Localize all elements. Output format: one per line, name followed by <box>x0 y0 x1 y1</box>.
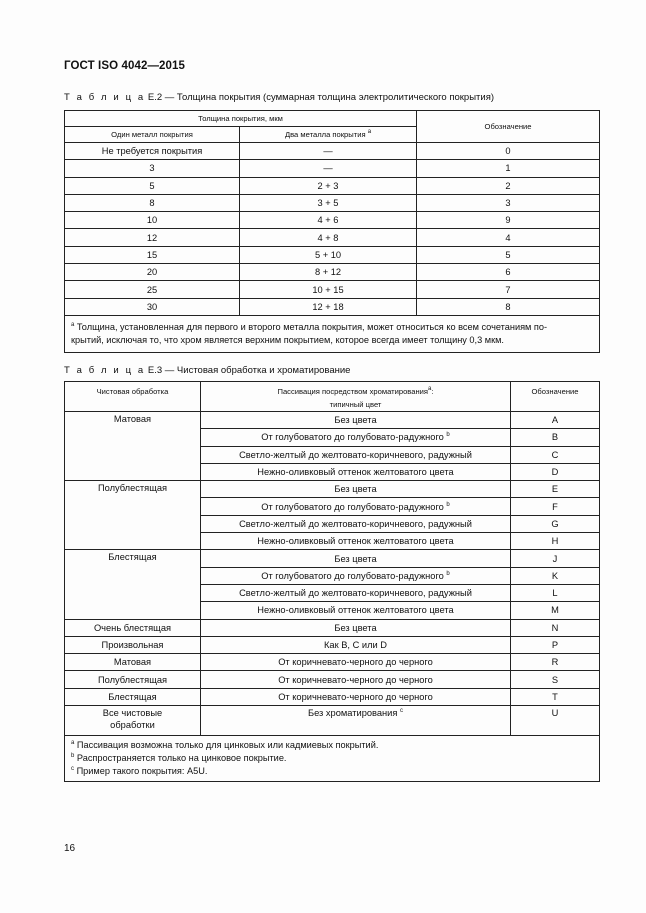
table-cell-color <box>201 533 511 550</box>
table-cell-single: 30 <box>65 298 240 315</box>
table-cell-finish <box>65 706 201 736</box>
table-cell-code: J <box>511 550 600 567</box>
table-cell-single: 25 <box>65 281 240 298</box>
table-cell-finish: Полублестящая <box>65 671 201 688</box>
table-cell-color <box>201 463 511 480</box>
table-cell-code: D <box>511 463 600 480</box>
table-cell-code: 0 <box>417 143 600 160</box>
table-row <box>65 212 600 229</box>
table-cell-double: 4 + 8 <box>240 229 417 246</box>
table-cell-finish: Матовая <box>65 412 201 481</box>
footnote-line <box>71 765 594 778</box>
table-row <box>65 177 600 194</box>
color-text: Без цвета <box>334 415 377 426</box>
table-row <box>65 671 600 688</box>
table-cell-code: U <box>511 706 600 736</box>
table-cell-finish: Блестящая <box>65 550 201 619</box>
table-cell-double: 10 + 15 <box>240 281 417 298</box>
table-cell-code: E <box>511 481 600 498</box>
color-text: От голубоватого до голубовато-радужного <box>261 570 444 581</box>
column-header-single: Один металл покрытия <box>65 127 240 143</box>
footnote-mark: а <box>71 321 75 328</box>
header-text: Пассивация посредством хроматирования <box>277 387 429 396</box>
column-header-code: Обозначение <box>417 111 600 143</box>
footnote-line <box>71 739 594 752</box>
table-cell-color <box>201 498 511 515</box>
table-cell-single: 8 <box>65 194 240 211</box>
table-row <box>65 412 600 429</box>
header-text: Два металла покрытия <box>284 130 366 139</box>
table-cell-code: 5 <box>417 246 600 263</box>
footnote-mark: b <box>446 570 450 577</box>
table-cell-code: L <box>511 584 600 601</box>
table-row <box>65 229 600 246</box>
color-text: Светло-желтый до желтовато-коричневого, радужный <box>239 518 472 529</box>
footnote-mark: b <box>446 501 450 508</box>
table-cell-code: 9 <box>417 212 600 229</box>
table-row <box>65 264 600 281</box>
table-cell-color <box>201 429 511 446</box>
table-row <box>65 298 600 315</box>
table-cell-color <box>201 515 511 532</box>
table-cell-code: 7 <box>417 281 600 298</box>
header-subtext: типичный цвет <box>329 400 382 409</box>
table-cell-double: 8 + 12 <box>240 264 417 281</box>
table-cell-single: 10 <box>65 212 240 229</box>
table-cell-color <box>201 706 511 736</box>
table-cell-code: B <box>511 429 600 446</box>
table-cell-code: 4 <box>417 229 600 246</box>
color-text: Нежно-оливковый оттенок желтоватого цвета <box>257 605 454 616</box>
table-cell-color: Без цвета <box>201 619 511 636</box>
table-row <box>65 246 600 263</box>
document-header: ГОСТ ISO 4042—2015 <box>64 60 186 72</box>
color-text: Нежно-оливковый оттенок желтоватого цвета <box>257 536 454 547</box>
table-cell-finish: Блестящая <box>65 688 201 705</box>
table-cell-code: 1 <box>417 160 600 177</box>
table-cell-color: Как B, C или D <box>201 636 511 653</box>
table-row <box>65 160 600 177</box>
color-text: Без цвета <box>334 484 377 495</box>
table-e2-caption <box>64 92 494 103</box>
table-cell-color: От коричневато-черного до черного <box>201 654 511 671</box>
footnote-text-line1: Толщина, установленная для первого и второго металла покрытия, может относиться ко всем сочетаниям по- <box>76 321 548 332</box>
table-cell-code: F <box>511 498 600 515</box>
table-cell-code: C <box>511 446 600 463</box>
table-e2 <box>64 110 600 353</box>
color-text: От голубоватого до голубовато-радужного <box>261 501 444 512</box>
table-row <box>65 194 600 211</box>
table-row <box>65 688 600 705</box>
table-cell-color: От коричневато-черного до черного <box>201 688 511 705</box>
finish-line1: Все чистовые <box>102 708 163 719</box>
footnote-text: Распространяется только на цинковое покрытие. <box>76 752 287 763</box>
table-cell-code: 2 <box>417 177 600 194</box>
table-cell-single: 3 <box>65 160 240 177</box>
table-cell-finish: Матовая <box>65 654 201 671</box>
footnote-text: Пример такого покрытия: А5U. <box>76 765 208 776</box>
color-text: Без цвета <box>334 553 377 564</box>
column-header-passivation: Пассивация посредством хроматирования$^а$: типичный цвет <box>201 382 511 412</box>
table-cell-double: 12 + 18 <box>240 298 417 315</box>
table-cell-single: 15 <box>65 246 240 263</box>
table-cell-double: — <box>240 160 417 177</box>
table-cell-code: P <box>511 636 600 653</box>
table-cell-color <box>201 481 511 498</box>
table-cell-finish: Очень блестящая <box>65 619 201 636</box>
finish-line2: обработки <box>110 719 155 730</box>
footnote-mark: c <box>71 765 74 772</box>
table-cell-color: От коричневато-черного до черного <box>201 671 511 688</box>
page-number: 16 <box>64 843 76 854</box>
color-text: Светло-желтый до желтовато-коричневого, радужный <box>239 449 472 460</box>
caption-prefix: Т а б л и ц а <box>64 365 146 376</box>
table-row <box>65 550 600 567</box>
footnote-mark: c <box>400 708 403 715</box>
table-cell-code: 6 <box>417 264 600 281</box>
table-row <box>65 481 600 498</box>
table-cell-code: 3 <box>417 194 600 211</box>
table-cell-double: 3 + 5 <box>240 194 417 211</box>
column-header-finish: Чистовая обработка <box>65 382 201 412</box>
table-cell-double: 5 + 10 <box>240 246 417 263</box>
table-row <box>65 281 600 298</box>
table-cell-finish: Произвольная <box>65 636 201 653</box>
table-e3-caption <box>64 365 350 376</box>
table-cell-color <box>201 584 511 601</box>
table-cell-code: K <box>511 567 600 584</box>
footnote-mark: b <box>71 752 75 759</box>
footnote-mark: a <box>71 740 75 747</box>
color-text: От голубоватого до голубовато-радужного <box>261 432 444 443</box>
footnote-text-line2: крытий, исключая то, что хром является верхним покрытием, которое всегда имеет толщину 0,3 мкм. <box>71 335 504 346</box>
table-row <box>65 619 600 636</box>
table-cell-code: R <box>511 654 600 671</box>
table-cell-color <box>201 567 511 584</box>
table-cell-single: 12 <box>65 229 240 246</box>
footnote-mark: b <box>446 432 450 439</box>
footnote-line <box>71 752 594 765</box>
footnote-text: Пассивация возможна только для цинковых или кадмиевых покрытий. <box>76 740 379 751</box>
column-header-double <box>240 127 417 143</box>
table-cell-color <box>201 446 511 463</box>
table-cell-code: G <box>511 515 600 532</box>
table-cell-single: Не требуется покрытия <box>65 143 240 160</box>
table-cell-code: M <box>511 602 600 619</box>
table-cell-color <box>201 412 511 429</box>
column-header-code: Обозначение <box>511 382 600 412</box>
table-cell-double: 2 + 3 <box>240 177 417 194</box>
footnote-mark: а <box>428 386 432 392</box>
table-cell-code: S <box>511 671 600 688</box>
table-row <box>65 143 600 160</box>
table-row <box>65 654 600 671</box>
color-text: Без хроматирования <box>307 708 398 719</box>
table-e3 <box>64 381 600 782</box>
table-cell-single: 5 <box>65 177 240 194</box>
table-cell-double: — <box>240 143 417 160</box>
table-cell-code: H <box>511 533 600 550</box>
table-cell-color <box>201 550 511 567</box>
footnote-mark: а <box>367 129 372 135</box>
table-cell-code: N <box>511 619 600 636</box>
table-cell-double: 4 + 6 <box>240 212 417 229</box>
table-row <box>65 636 600 653</box>
table-cell-single: 20 <box>65 264 240 281</box>
table-cell-finish: Полублестящая <box>65 481 201 550</box>
caption-text: Е.3 — Чистовая обработка и хроматирование <box>147 365 351 376</box>
column-group-header: Толщина покрытия, мкм <box>65 111 417 127</box>
color-text: Светло-желтый до желтовато-коричневого, радужный <box>239 588 472 599</box>
table-footnote <box>65 315 600 352</box>
table-cell-color <box>201 602 511 619</box>
caption-prefix: Т а б л и ц а <box>64 92 146 103</box>
caption-text: Е.2 — Толщина покрытия (суммарная толщина электролитического покрытия) <box>147 92 495 103</box>
color-text: Нежно-оливковый оттенок желтоватого цвета <box>257 467 454 478</box>
table-cell-code: T <box>511 688 600 705</box>
table-cell-code: A <box>511 412 600 429</box>
table-footnotes <box>65 736 600 782</box>
table-cell-code: 8 <box>417 298 600 315</box>
